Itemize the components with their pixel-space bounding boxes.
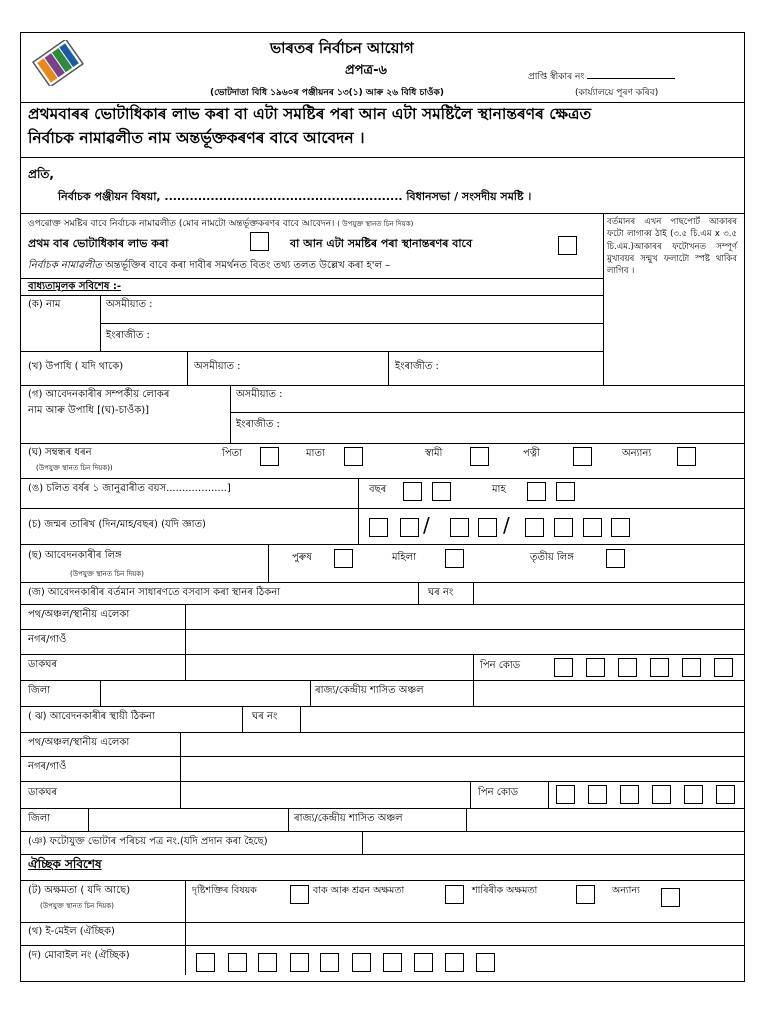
surname-english-label: ইংৰাজীত : — [395, 361, 439, 372]
name-label: (ক) নাম — [28, 299, 61, 310]
form-number: প্ৰপত্ৰ-৬ — [345, 63, 387, 78]
to-label: প্ৰতি, — [28, 167, 54, 181]
permanent-house-label: ঘৰ নং — [252, 711, 278, 722]
ack-label-text: প্ৰাপ্তি স্বীকাৰ নং — [528, 72, 585, 82]
permanent-post-label: ডাকঘৰ — [28, 787, 58, 798]
gender-male: পুৰুষ — [292, 552, 312, 563]
dob-label: (চ) জন্মৰ তাৰিখ (দিন/মাহ/বছৰ) (যদি জ্ঞাত) — [28, 519, 206, 530]
optional-heading: ঐচ্ছিক সবিশেষ — [28, 857, 102, 871]
permanent-town-label: নগৰ/গাওঁ — [28, 761, 67, 772]
mobile-label: (দ) মোবাইল নং (ঐচ্ছিক) — [28, 950, 130, 961]
intro-line-3-italic: নিৰ্বাচক নামাৱলীত — [28, 260, 102, 271]
relation-other: অন্যান্য — [622, 448, 652, 459]
relative-label-2: নাম আৰু উপাধি [(ঘ)-চাওঁক)] — [28, 405, 150, 416]
intro-line-3-text: অন্তৰ্ভূক্তিৰ বাবে কৰা দাবীৰ সমৰ্থনত বিতং তথ্য তলত উল্লেখ কৰা হ'ল – — [105, 260, 391, 271]
disability-other: অন্যান্য — [612, 885, 640, 896]
disability-visual: দৃষ্টিশক্তিৰ বিষয়ক — [192, 885, 257, 896]
current-town-label: নগৰ/গাওঁ — [28, 634, 67, 645]
gender-female: মহিলা — [392, 552, 417, 563]
disability-speech: বাক আৰু শ্ৰৱন অক্ষমতা — [313, 885, 405, 896]
gender-label: (ছ) আবেদনকাৰীৰ লিঙ্গ — [28, 550, 122, 561]
current-street-label: পথ/অঞ্চল/স্থানীয় এলেকা — [28, 609, 130, 620]
email-label: (থ) ই-মেইল (ঐচ্ছিক) — [28, 926, 115, 937]
form-border — [20, 32, 745, 982]
rule-reference: (ভোটদাতা বিধি ১৯৬০ৰ পঞ্জীয়নৰ ১৩(১) আৰু ২৬ বিধি চাওঁক) — [210, 88, 444, 98]
office-note: (কাৰ্য্যালয়ে পূৰণ কৰিব) — [575, 88, 659, 98]
permanent-district-label: জিলা — [28, 813, 51, 824]
relation-note: (উপযুক্ত স্থানত চিন দিয়ক)) — [36, 464, 113, 472]
gender-note: (উপযুক্ত স্থানত চিন দিয়ক) — [70, 570, 144, 578]
relation-father: পিতা — [222, 448, 243, 459]
current-state-label: ৰাজ্য/কেন্দ্ৰীয় শাসিত অঞ্চল — [315, 685, 424, 696]
heading-line-1: প্ৰথমবাৰৰ ভোটাধিকাৰ লাভ কৰা বা এটা সমষ্টিৰ পৰা আন এটা সমষ্টিলৈ স্থানান্তৰণৰ ক্ষেত্ৰত — [28, 105, 592, 123]
relation-mother: মাতা — [306, 448, 325, 459]
gender-third: তৃতীয় লিঙ্গ — [530, 552, 574, 563]
heading-line-2: নিৰ্বাচক নামাৱলীত নাম অন্তৰ্ভূক্তকৰণৰ বাবে আবেদন । — [28, 129, 365, 147]
name-english-label: ইংৰাজীত : — [106, 330, 150, 341]
name-assamese-label: অসমীয়াত : — [106, 299, 153, 310]
permanent-state-label: ৰাজ্য/কেন্দ্ৰীয় শাসিত অঞ্চল — [294, 813, 403, 824]
officer-line[interactable]: নিৰ্বাচক পঞ্জীয়ন বিষয়া, ......................................................... বিধানসভা / সংসদীয় সমষ্টি । — [58, 190, 532, 203]
disability-label: (ট) অক্ষমতা ( যদি আছে) — [28, 885, 131, 896]
permanent-address-label: ( ঝ) আবেদনকাৰীৰ স্থায়ী ঠিকনা — [28, 711, 155, 722]
epic-label: (ঞ) ফটোযুক্ত ভোটাৰ পৰিচয় পত্ৰ নং.(যদি প্ৰদান কৰা হৈছে) — [28, 836, 268, 847]
relation-husband: স্বামী — [425, 448, 443, 459]
disability-physical: শাৰিৰীক অক্ষমতা — [472, 885, 538, 896]
form-title: ভাৰতৰ নিৰ্বাচন আয়োগ — [270, 39, 414, 57]
surname-label: (খ) উপাধি ( যদি থাকে) — [28, 361, 124, 372]
current-district-label: জিলা — [28, 685, 51, 696]
age-years-label: বছৰ — [369, 484, 387, 495]
option-shift: বা আন এটা সমষ্টিৰ পৰা স্থানান্তৰণৰ বাবে — [290, 237, 473, 250]
age-label[interactable]: (ঙ) চলিত বৰ্ষৰ ১ জানুৱাৰীত বয়স..........…......] — [28, 483, 231, 494]
intro-line-1-text: ওপৰোক্ত সমষ্টিৰ বাবে নিৰ্বাচক নামাৱলীত (মোৰ নামটো অন্তৰ্ভূক্তকৰণৰ বাবে আবেদন। — [28, 219, 335, 229]
relative-assamese-label: অসমীয়াত : — [236, 389, 283, 400]
relative-label-1: (গ) আবেদনকাৰীৰ সম্পৰ্কীয় লোকৰ — [28, 389, 170, 400]
permanent-street-label: পথ/অঞ্চল/স্থানীয় এলেকা — [28, 737, 130, 748]
surname-assamese-label: অসমীয়াত : — [194, 361, 241, 372]
intro-tick-note: ( উপযুক্ত স্থানত চিন দিয়ক) — [337, 220, 414, 228]
relation-label: (ঘ) সম্বন্ধৰ ধৰন — [28, 447, 92, 458]
relative-english-label: ইংৰাজীত : — [236, 419, 280, 430]
photo-note: বৰ্তমানৰ এখন পাছপোর্ট আকাৰৰ ফটো লাগাব্ব ঠাই (৩.৫ চি.এম x ৩.৫ চি.এম.)আকাৰৰ ফটোখনত সম্পূৰ্ণ মুখাবয়ৰ সন্মুখ ফলাটো স্পষ্ট থাকিব লাগিব । — [607, 217, 737, 277]
current-pin-label: পিন কোড — [480, 660, 521, 671]
relation-wife: পত্নী — [523, 448, 540, 459]
disability-note: (উপযুক্ত স্থানত চিন দিয়ক) — [40, 902, 114, 910]
mandatory-heading: বাধ্যতামূলক সবিশেষ :- — [28, 281, 121, 292]
current-address-label: (জ) আবেদনকাৰীৰ বৰ্তমান সাধাৰণতে বসবাস কৰা স্থানৰ ঠিকনা — [28, 587, 281, 598]
permanent-pin-label: পিন কোড — [478, 787, 519, 798]
current-post-label: ডাকঘৰ — [28, 659, 58, 670]
option-first-time: প্ৰথম বাৰ ভোটাধিকাৰ লাভ কৰা — [28, 237, 169, 250]
current-house-label: ঘৰ নং — [428, 587, 454, 598]
age-months-label: মাহ — [492, 484, 506, 495]
